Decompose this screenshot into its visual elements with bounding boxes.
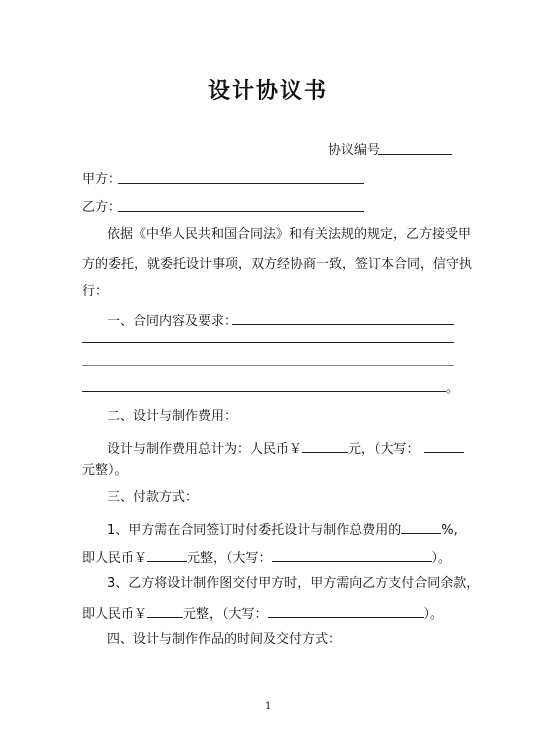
section-3-heading: 三、付款方式： bbox=[107, 490, 199, 505]
agreement-number-field[interactable] bbox=[378, 154, 452, 155]
contract-content-field-1[interactable] bbox=[232, 324, 454, 325]
fee-amount-field[interactable] bbox=[302, 438, 348, 453]
payment-item-1-line-1 bbox=[107, 519, 458, 539]
rmb-prefix: 即人民币￥ bbox=[82, 607, 148, 622]
rmb-prefix: 即人民币￥ bbox=[82, 551, 148, 566]
close-paren: ）。 bbox=[423, 607, 444, 622]
agreement-number-label: 协议编号 bbox=[328, 143, 381, 158]
payment-item-1-line-2 bbox=[82, 547, 451, 567]
balance-amount-field[interactable] bbox=[147, 603, 183, 618]
section-4-heading: 四、设计与制作作品的时间及交付方式： bbox=[107, 632, 342, 647]
payment-item-1-text: 1、甲方需在合同签订时付委托设计与制作总费用的 bbox=[107, 523, 402, 538]
contract-content-field-4[interactable] bbox=[82, 391, 446, 392]
close-paren: ）。 bbox=[431, 551, 452, 566]
fee-capital-field[interactable] bbox=[424, 438, 464, 453]
capital-label: 元整，（大写： bbox=[183, 607, 268, 622]
first-payment-amount-field[interactable] bbox=[147, 547, 187, 562]
section-1-heading: 一、合同内容及要求： bbox=[107, 314, 238, 329]
percent-sign: %, bbox=[441, 523, 458, 538]
fee-mid: 元，（大写： bbox=[348, 442, 420, 457]
capital-label: 元整，（大写： bbox=[187, 551, 272, 566]
contract-content-field-3[interactable] bbox=[82, 365, 454, 366]
intro-line-2: 方的委托，就委托设计事项，双方经协商一致，签订本合同，信守执 bbox=[82, 257, 473, 272]
document-title: 设计协议书 bbox=[207, 78, 328, 104]
fee-prefix: 设计与制作费用总计为：人民币￥ bbox=[107, 442, 303, 457]
section-2-heading: 二、设计与制作费用： bbox=[107, 409, 238, 424]
party-b-field[interactable] bbox=[118, 211, 364, 212]
section-1-end-mark: 。 bbox=[446, 381, 460, 396]
balance-capital-field[interactable] bbox=[268, 603, 424, 618]
page-number: 1 bbox=[265, 701, 272, 712]
fee-end: 元整）。 bbox=[82, 463, 128, 478]
fee-line bbox=[107, 438, 464, 458]
intro-line-1: 依据《中华人民共和国合同法》和有关法规的规定，乙方接受甲 bbox=[107, 227, 472, 242]
payment-item-3-line-1: 3、乙方将设计制作图交付甲方时，甲方需向乙方支付合同余款， bbox=[107, 576, 480, 591]
first-payment-capital-field[interactable] bbox=[272, 547, 432, 562]
party-b-label: 乙方： bbox=[82, 200, 122, 215]
payment-percent-field[interactable] bbox=[401, 519, 441, 534]
payment-item-3-line-2 bbox=[82, 603, 443, 623]
contract-content-field-2[interactable] bbox=[82, 342, 454, 343]
intro-line-3: 行： bbox=[82, 284, 109, 299]
party-a-field[interactable] bbox=[118, 183, 364, 184]
party-a-label: 甲方： bbox=[82, 172, 122, 187]
